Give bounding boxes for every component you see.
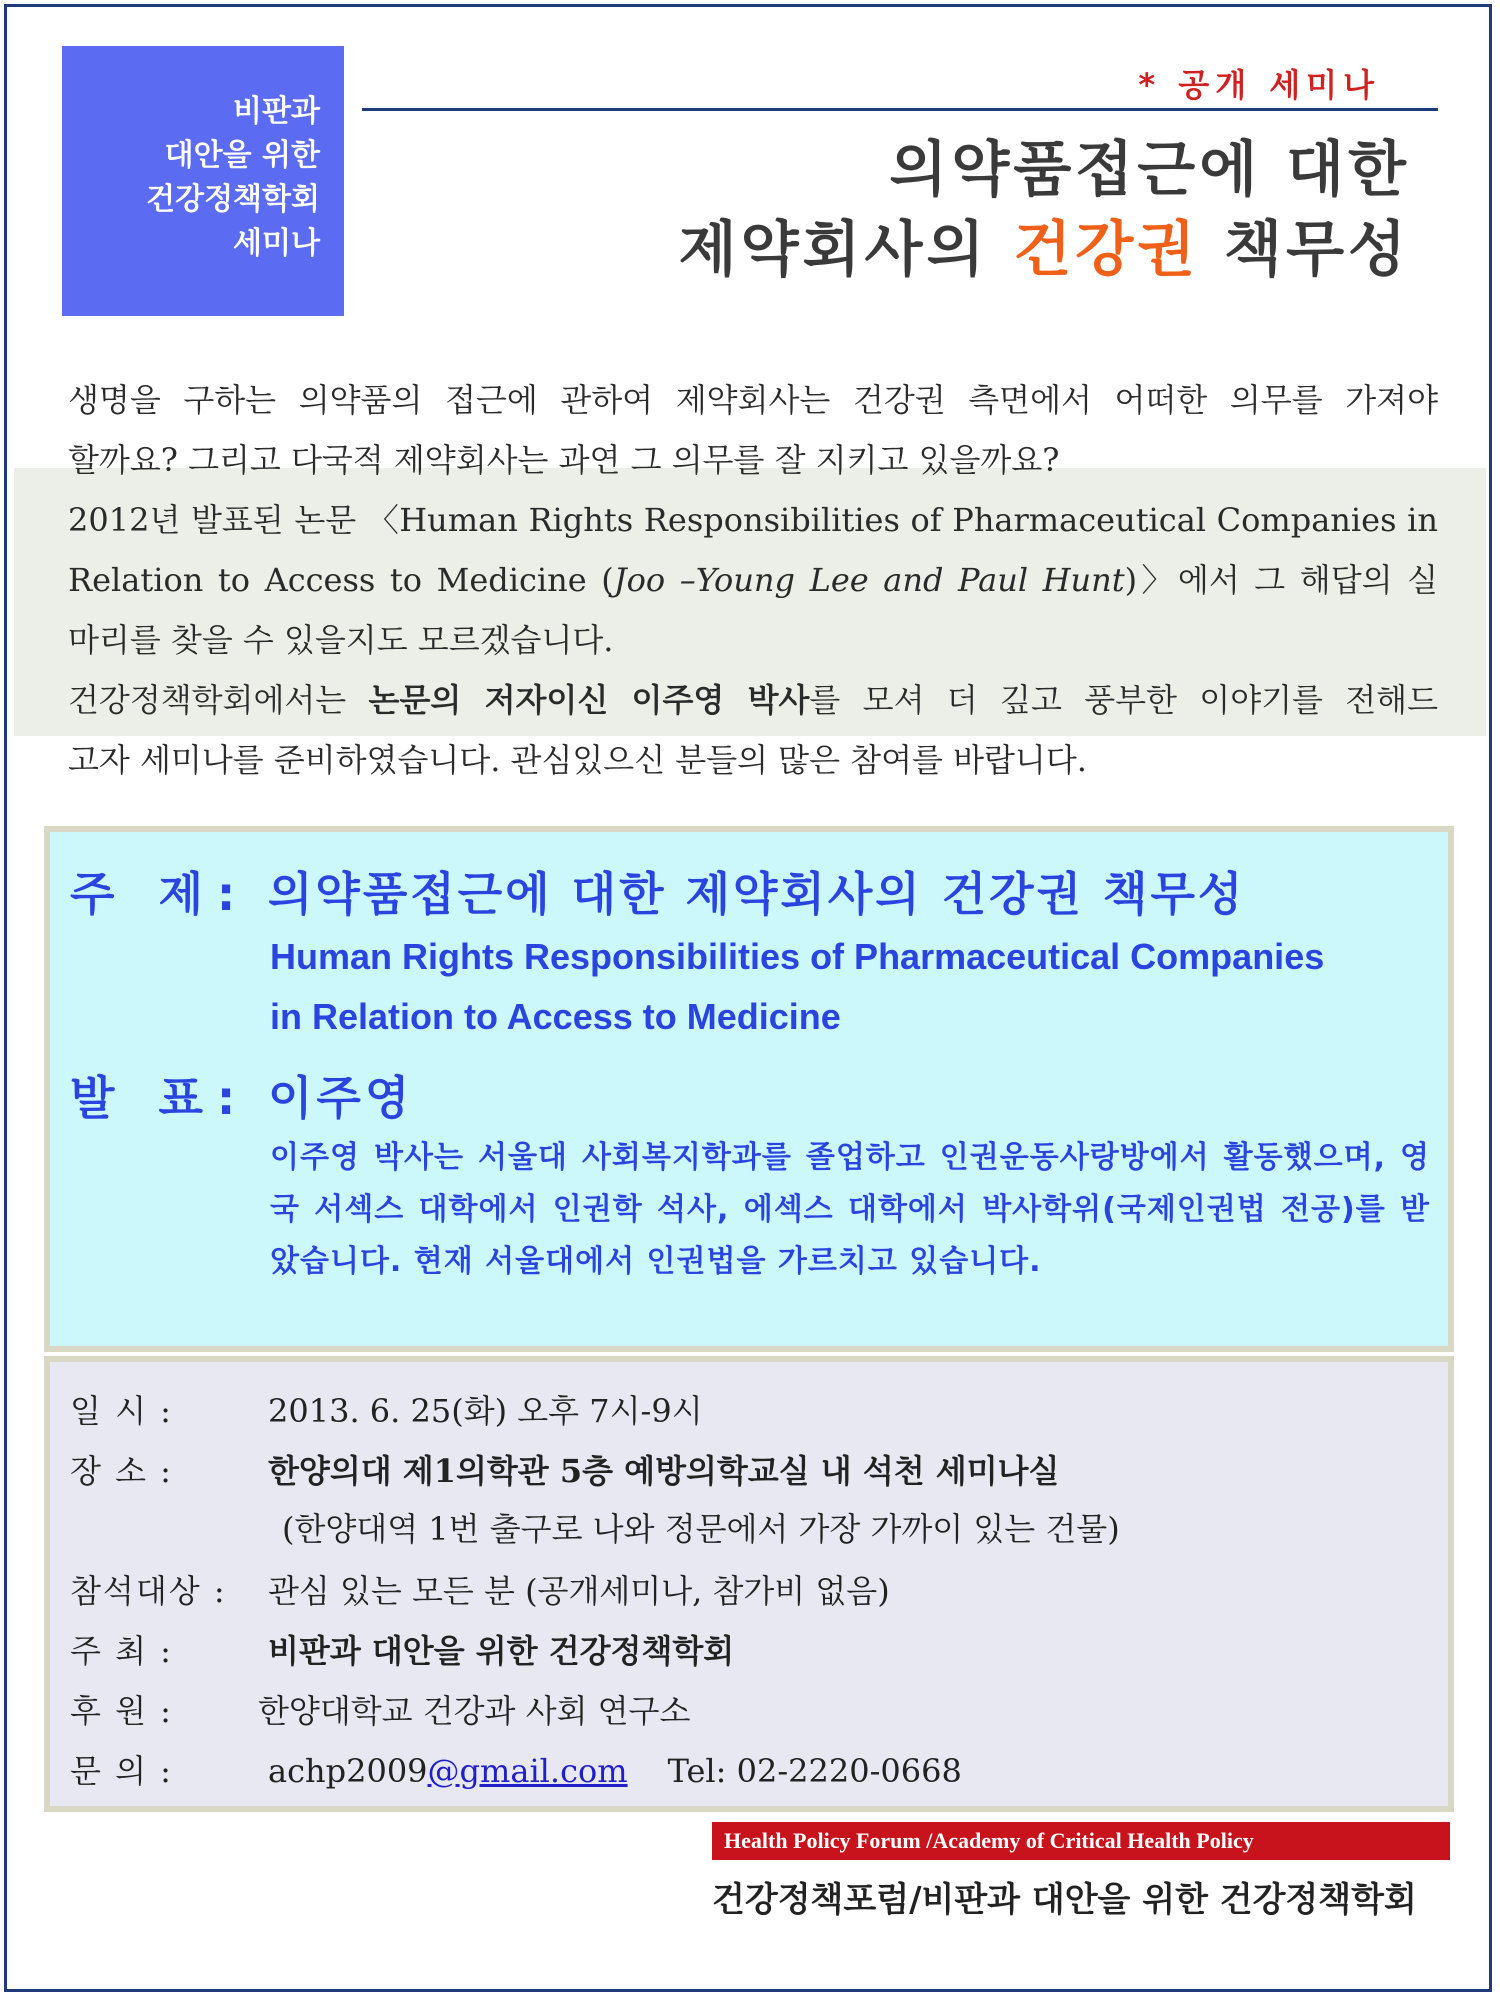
- org-badge: [62, 46, 344, 316]
- place-value: 한양의대 제1의학관 5층 예방의학교실 내 석천 세미나실: [268, 1452, 1060, 1490]
- topic-korean: 의약품접근에 대한 제약회사의 건강권 책무성: [268, 867, 1246, 921]
- title-line-1: 의약품접근에 대한: [889, 135, 1410, 205]
- title-text: 책무성: [1199, 215, 1410, 285]
- date-value: 2013. 6. 25(화) 오후 7시-9시: [268, 1392, 703, 1430]
- email-user: achp2009: [268, 1752, 428, 1790]
- intro-text-part: )〉에서 그 해답의 실: [1124, 561, 1439, 599]
- contact-label: 문 의 :: [70, 1752, 173, 1790]
- paper-authors: Joo –Young Lee and Paul Hunt: [613, 561, 1125, 599]
- host-row: [70, 1626, 734, 1672]
- audience-value: 관심 있는 모든 분 (공개세미나, 참가비 없음): [268, 1572, 890, 1610]
- speaker-bio: 이주영 박사는 서울대 사회복지학과를 졸업하고 인권운동사랑방에서 활동했으며, 영국 서섹스 대학에서 인권학 석사, 에섹스 대학에서 박사학위(국제인권법 전공)를 받았습니다. 현재 서울대에서 인권법을 가르치고 있습니다.: [270, 1140, 1430, 1279]
- intro-line: 생명을 구하는 의약품의 접근에 관하여 제약회사는 건강권 측면에서 어떠한 의무를 가져야: [68, 381, 1438, 419]
- page-title: [679, 130, 1410, 290]
- org-badge-line: 세미나: [233, 226, 320, 261]
- intro-line: 2012년 발표된 논문 〈Human Rights Responsibilities of Pharmaceutical Companies in: [68, 501, 1438, 539]
- intro-line: 고자 세미나를 준비하였습니다. 관심있으신 분들의 많은 참여를 바랍니다.: [68, 741, 1087, 779]
- title-line-2: [679, 210, 1410, 290]
- topic-label: 주 제:: [70, 867, 250, 921]
- footer-korean: 건강정책포럼/비판과 대안을 위한 건강정책학회: [712, 1880, 1417, 1920]
- intro-line: 할까요? 그리고 다국적 제약회사는 과연 그 의무를 잘 지키고 있을까요?: [68, 441, 1060, 479]
- topic-english-line-1: Human Rights Responsibilities of Pharmaceutical Companies: [270, 936, 1325, 977]
- sponsor-value: 한양대학교 건강과 사회 연구소: [258, 1692, 691, 1730]
- intro-text-part: 를 모셔 더 깊고 풍부한 이야기를 전해드: [809, 681, 1438, 719]
- intro-text-part: Relation to Access to Medicine (: [68, 561, 614, 599]
- intro-line: [68, 550, 1438, 610]
- title-text: 제약회사의: [678, 215, 1014, 285]
- topic-english-line-2: in Relation to Access to Medicine: [270, 996, 841, 1037]
- audience-label: 참석대상 :: [70, 1572, 227, 1610]
- tel-value: Tel: 02-2220-0668: [667, 1752, 962, 1790]
- place-row: [70, 1446, 1059, 1492]
- contact-row: [70, 1746, 962, 1792]
- speaker-label: 발 표:: [70, 1071, 250, 1125]
- intro-text: [68, 370, 1438, 790]
- speaker-name: 이주영: [268, 1071, 414, 1125]
- header-rule: [362, 108, 1438, 111]
- footer-english-bar: Health Policy Forum /Academy of Critical Health Policy: [712, 1822, 1450, 1860]
- org-badge-line: 건강정책학회: [146, 182, 320, 217]
- date-row: [70, 1386, 703, 1432]
- title-highlight: 건강권: [1013, 215, 1200, 285]
- date-label: 일 시 :: [70, 1392, 173, 1430]
- org-badge-line: 대안을 위한: [164, 138, 320, 173]
- intro-line: 마리를 찾을 수 있을지도 모르겠습니다.: [68, 621, 614, 659]
- place-label: 장 소 :: [70, 1452, 173, 1490]
- open-seminar-tag: * 공개 세미나: [1138, 66, 1380, 104]
- host-label: 주 최 :: [70, 1632, 173, 1670]
- sponsor-label: 후 원 :: [70, 1692, 173, 1730]
- topic-box: [44, 826, 1454, 1352]
- org-badge-line: 비판과: [233, 94, 320, 129]
- place-note: (한양대역 1번 출구로 나와 정문에서 가장 가까이 있는 건물): [282, 1510, 1120, 1548]
- email-link[interactable]: @gmail.com: [427, 1752, 628, 1790]
- details-box: [44, 1356, 1454, 1812]
- sponsor-row: [70, 1686, 690, 1732]
- intro-line: [68, 670, 1438, 730]
- audience-row: [70, 1566, 890, 1612]
- author-emphasis: 논문의 저자이신 이주영 박사: [368, 681, 810, 719]
- intro-text-part: 건강정책학회에서는: [68, 681, 369, 719]
- host-value: 비판과 대안을 위한 건강정책학회: [268, 1632, 735, 1670]
